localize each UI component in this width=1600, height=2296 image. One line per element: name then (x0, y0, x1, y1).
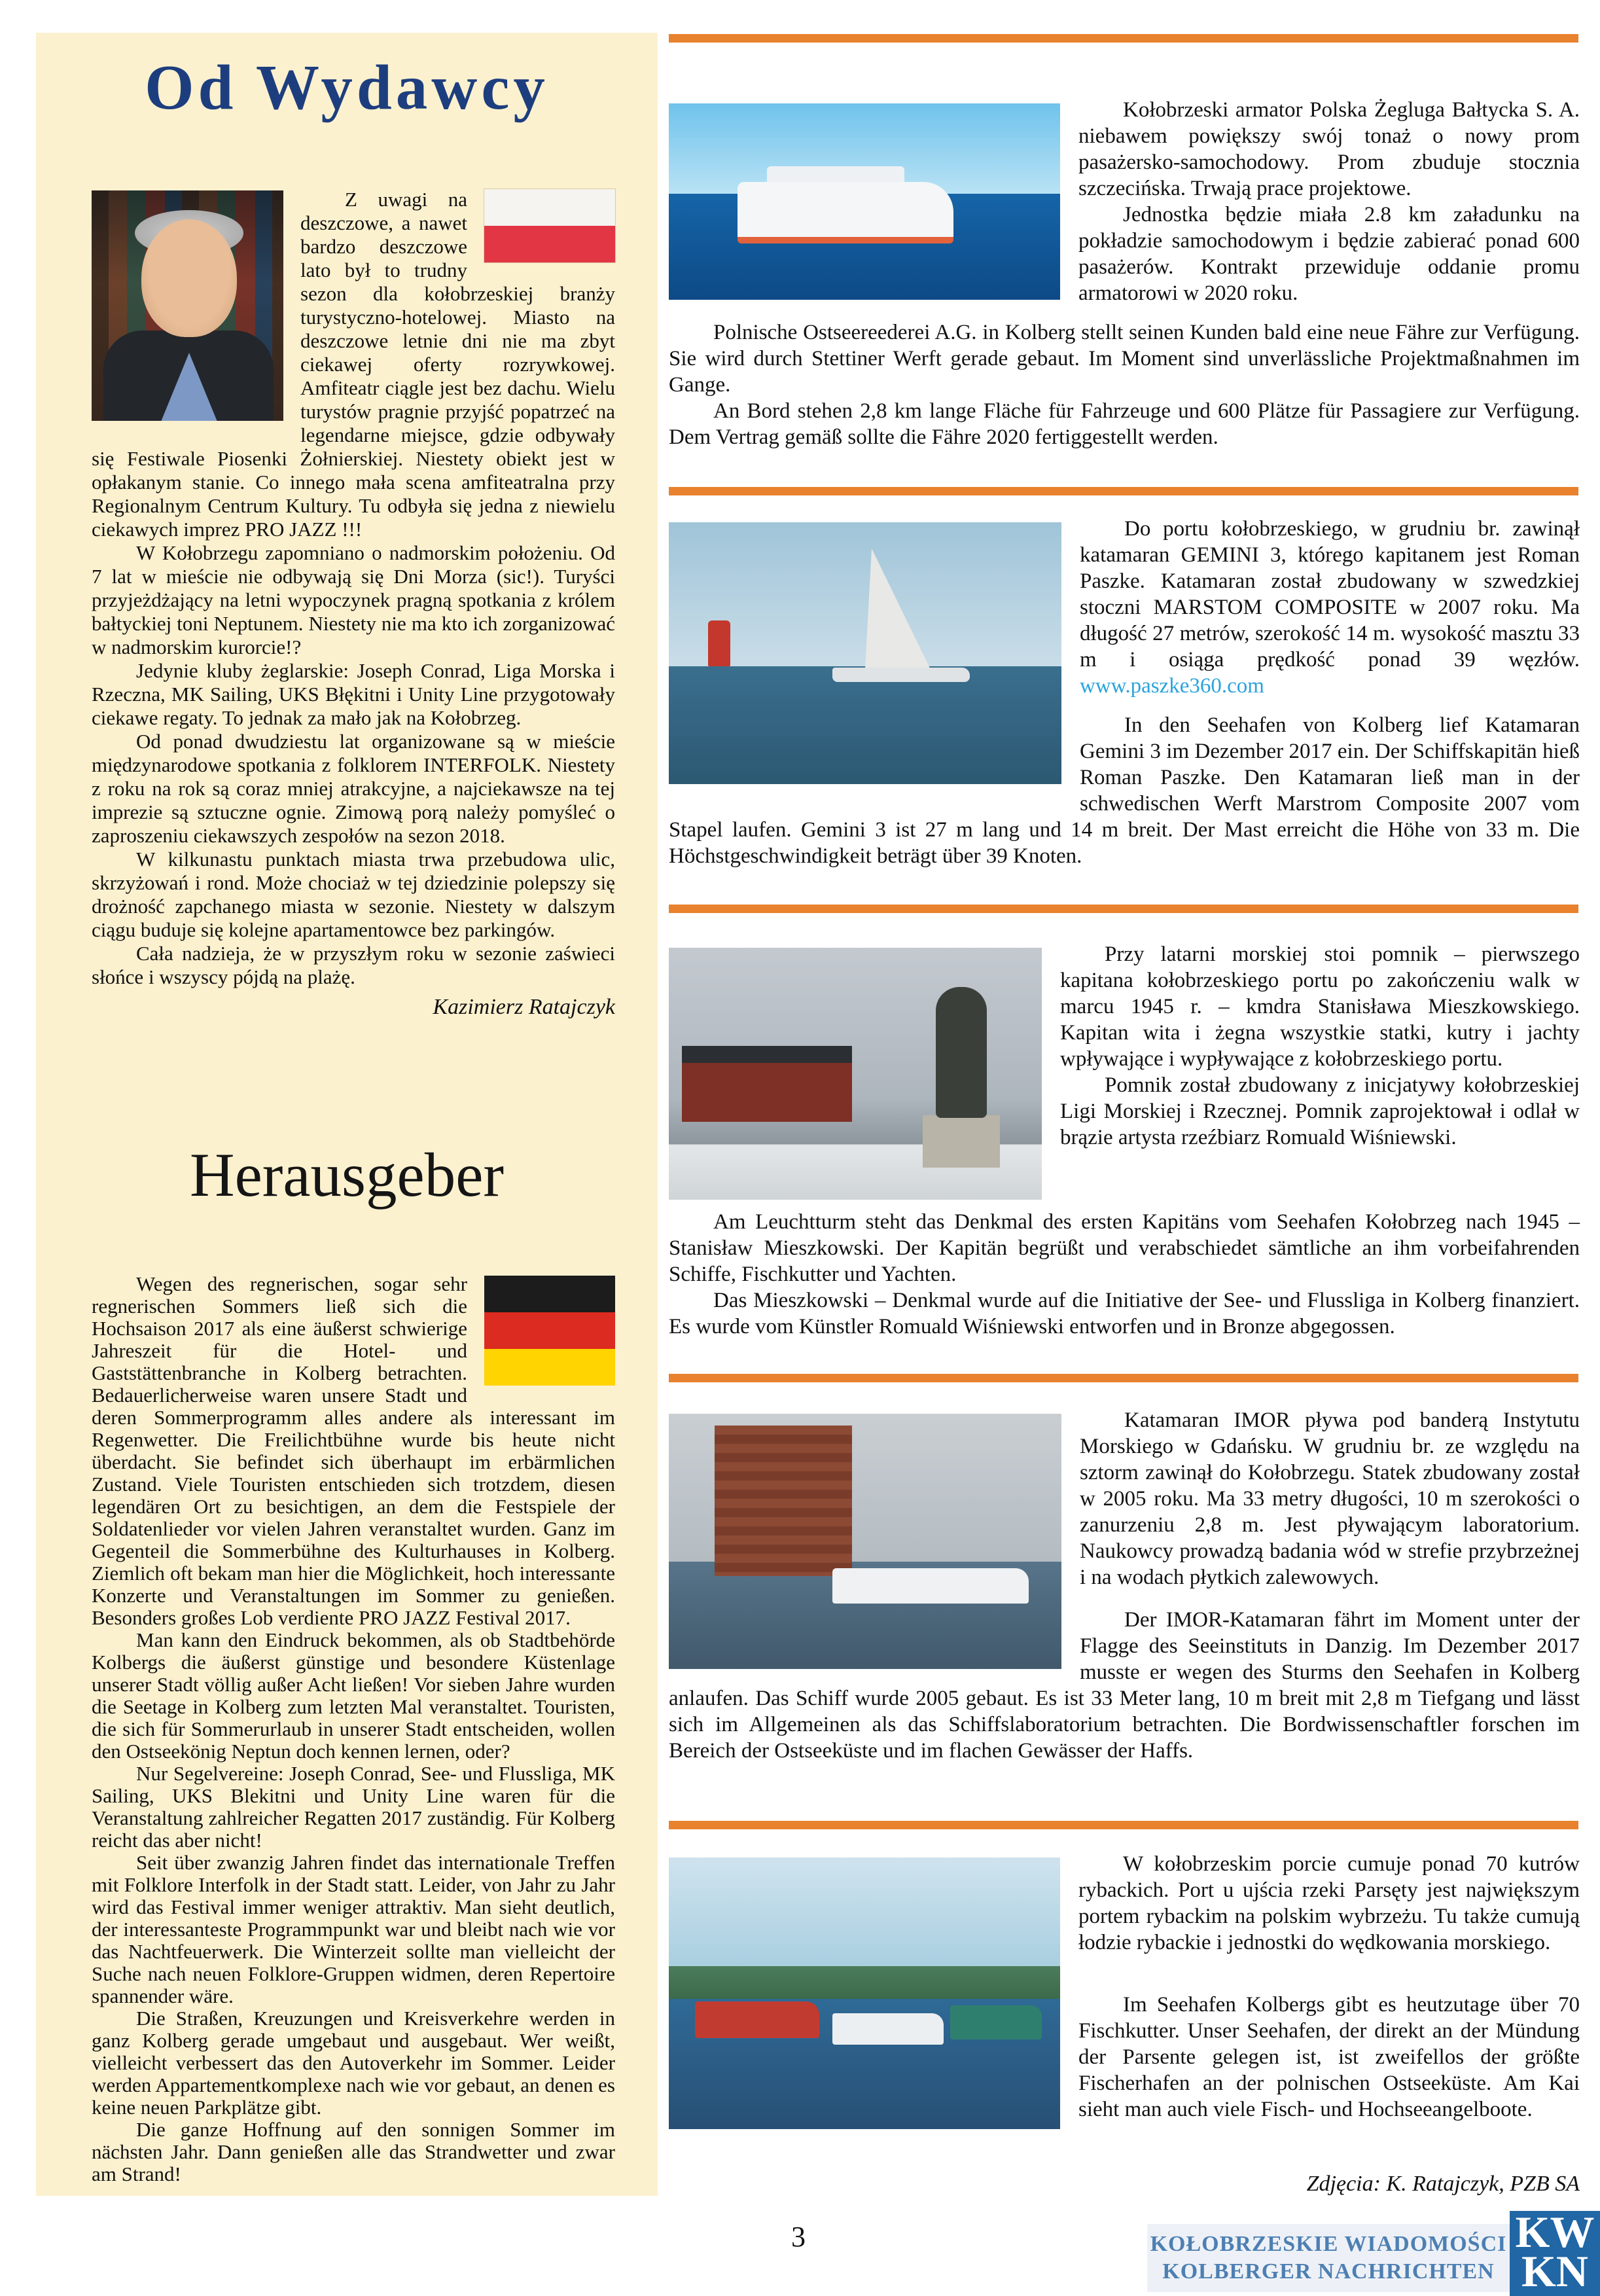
section-divider (669, 1821, 1578, 1829)
german-paragraph: Man kann den Eindruck bekommen, als ob Stadtbehörde Kolbergs die äußerst günstige und besondere Küstenlage unserer Stadt völlig außer Acht ließen! Vor sieben Jahre wurden die Seetage in Kolberg zum letzten Mal veranstaltet. Touristen, die sich für Sommerurlaub in unserer Stadt entscheiden, wollen den Ostseekönig Neptun doch kennen lernen, oder? (92, 1628, 615, 1763)
article-monument (669, 941, 1580, 1340)
ship-hull-shape (682, 1046, 852, 1122)
article-text-pl: Pomnik został zbudowany z inicjatywy kołobrzeskiej Ligi Morskiej i Rzecznej. Pomnik zaprojektował i odlał w brązie artysta rzeźbiarz Romuald Wiśniewski. (1060, 1073, 1580, 1149)
germany-flag (484, 1276, 615, 1386)
germany-flag-gold-stripe (484, 1349, 615, 1386)
white-boat-shape (832, 2013, 944, 2045)
catamaran-hull-shape (832, 668, 970, 682)
germany-flag-black-stripe (484, 1276, 615, 1312)
article-text-de: In den Seehafen von Kolberg lief Katamaran Gemini 3 im Dezember 2017 ein. Der Schiffskapitän hieß Roman Paszke. Den Katamaran ließ man in der schwedischen Werft Marstrom Composite 2007 vom Stapel laufen. Gemini 3 ist 27 m lang und 14 m breit. Der Mast erreicht die Höhe von 33 m. Die Höchstgeschwindigkeit beträgt über 39 Knoten. (669, 713, 1580, 868)
kwkn-logo-bottom-letters: KN (1521, 2246, 1588, 2296)
polish-paragraph: Jedynie kluby żeglarskie: Joseph Conrad, Liga Morska i Rzeczna, MK Sailing, UKS Błękitni i Unity Line przygotowały ciekawe regaty. To jednak za mało jak na Kołobrzeg. (92, 659, 615, 729)
article-text-pl: Kołobrzeski armator Polska Żegluga Bałtycka S. A. niebawem powiększy swój tonaż o nowy prom pasażersko-samochodowy. Prom zbuduje stocznia szczecińska. Trwają prace projektowe. (1078, 98, 1580, 200)
polish-paragraph: Cała nadzieja, że w przyszłym roku w sezonie zaświeci słońce i wszyscy pójdą na plażę. (92, 942, 615, 988)
polish-paragraph: W kilkunastu punktach miasta trwa przebudowa ulic, skrzyżowań i rond. Może chociaż w tej dziedzinie polepszy się drożność zapchanego miasta w sezonie. Niestety w dalszym ciągu buduje się kolejne apartamentowce bez parkingów. (92, 848, 615, 941)
article-ferry (669, 97, 1580, 450)
germany-flag-red-stripe (484, 1312, 615, 1349)
paszke360-link[interactable]: www.paszke360.com (1080, 674, 1264, 698)
article-text-pl: Przy latarni morskiej stoi pomnik – pierwszego kapitana kołobrzeskiego portu po zakończeniu walk w marcu 1945 r. – kmdra Stanisława Mieszkowskiego. Kapitan wita i żegna wszystkie statki, kutry i jachty wpływające i wypływające z kołobrzeskiego portu. (1060, 942, 1580, 1071)
red-boat-shape (695, 2001, 819, 2038)
imor-vessel-shape (832, 1568, 1029, 1604)
section-divider (669, 1374, 1578, 1382)
ferry-photo (669, 103, 1060, 300)
german-paragraph: Wegen des regnerischen, sogar sehr regnerischen Sommers ließ sich die Hochsaison 2017 als eine äußerst schwierige Jahreszeit für die Hotel- und Gaststättenbranche in Kolberg betrachten. Bedauerlicherweise waren unsere Stadt und deren Sommerprogramm alles andere als interessant im Regenwetter. Die Freilichtbühne wurde bis heute nicht überdacht. Sie befindet sich überhaupt im erbärmlichen Zustand. Viele Touristen entschieden sich trotzdem, diesen legendären Ort zu besichtigen, an dem die Festspiele der Soldatenlieder vor vielen Jahren veranstaltet wurden. Ganz im Gegenteil die Sommerbühne des Kulturhauses in Kolberg. Ziemlich oft bekam man hier die Möglichkeit, hoch interessante Konzerte und Veranstaltungen im Sommer zu genießen. Besonders großes Lob verdiente PRO JAZZ Festival 2017. (92, 1272, 615, 1629)
monument-photo (669, 948, 1042, 1200)
page-title-polish: Od Wydawcy (145, 52, 549, 122)
masthead-line-german: KOLBERGER NACHRICHTEN (1162, 2259, 1495, 2284)
brick-granary-shape (715, 1426, 852, 1576)
catamaran-imor-photo (669, 1414, 1061, 1669)
polish-paragraph: Z uwagi na deszczowe, a nawet bardzo deszczowe lato był to trudny sezon dla kołobrzeskiej branży turystyczno-hotelowej. Miasto na deszczowe letnie dni nie ma zbyt ciekawej oferty rozrywkowej. Amfiteatr ciągle jest bez dachu. Wielu turystów pragnie przyjść popatrzeć na legendarne miejsce, gdzie odbywały się Festiwale Piosenki Żołnierskiej. Niestety obiekt jest w opłakanym stanie. Co innego mała scena amfiteatralna przy Regionalnym Centrum Kultury. Tu odbyła się jedna z niewielu ciekawych imprez PRO JAZZ !!! (92, 188, 615, 541)
german-paragraph: Seit über zwanzig Jahren findet das internationale Treffen mit Folklore Interfolk in der Stadt statt. Leider, von Jahr zu Jahr wird das Festival immer weniger attraktiv. Man sieht deutlich, der interessanteste Programmpunkt war und bleibt nach wie vor das Nachtfeuerwerk. Die Winterzeit sollte man vielleicht der Suche nach neuen Folklore-Gruppen widmen, deren Repertoire spannender wäre. (92, 1851, 615, 2007)
ferry-hull-shape (738, 182, 953, 243)
green-boat-shape (950, 2005, 1042, 2039)
lighthouse-shape (708, 620, 730, 666)
german-paragraph: Nur Segelvereine: Joseph Conrad, See- und Flussliga, MK Sailing, UKS Blekitni und Unity Line waren für die Veranstaltung zahlreicher Regatten 2017 zuständig. Für Kolberg reicht das aber nicht! (92, 1762, 615, 1852)
article-text-de: Im Seehafen Kolbergs gibt es heutzutage über 70 Fischkutter. Unser Seehafen, der direkt an der Mündung der Parsente gelegen ist, ist zweifellos der größte Fischerhafen an der polnischen Ostseeküste. Am Kai sieht man auch viele Fisch- und Hochseeangelboote. (1078, 1993, 1580, 2121)
article-text-pl: Jednostka będzie miała 2.8 km załadunku na pokładzie samochodowym i będzie zabierać ponad 600 pasażerów. Kontrakt przewiduje oddanie promu armatorowi w 2020 roku. (1078, 203, 1580, 305)
portrait-face-shape (141, 219, 237, 337)
statue-shape (936, 987, 987, 1118)
fishing-port-photo (669, 1857, 1060, 2129)
article-text-pl: W kołobrzeskim porcie cumuje ponad 70 kutrów rybackich. Port u ujścia rzeki Parsęty jest największym portem rybackim na polskim wybrzeżu. Tu także cumują łodzie rybackie i jednostki do wędkowania morskiego. (1078, 1852, 1580, 1954)
editor-portrait-photo (92, 190, 283, 421)
article-text-de: Polnische Ostseereederei A.G. in Kolberg stellt seinen Kunden bald eine neue Fähre zur Verfügung. Sie wird durch Stettiner Werft gerade gebaut. Im Moment sind unverlässliche Projektmaßnahmen im Gange. (669, 321, 1580, 397)
article-text-pl-span: Do portu kołobrzeskiego, w grudniu br. zawinął katamaran GEMINI 3, którego kapitanem jest Roman Paszke. Katamaran został zbudowany w szwedzkiej stoczni MARSTOM COMPOSITE w 2007 roku. Ma długość 27 metrów, szerokość 14 m. wysokość masztu 33 m i osiąga prędkość ponad 39 węzłów. (1080, 517, 1580, 672)
section-divider (669, 905, 1578, 913)
article-text-de: Das Mieszkowski – Denkmal wurde auf die Initiative der See- und Flussliga in Kolberg finanziert. Es wurde vom Künstler Romuald Wiśniewski entworfen und in Bronze abgegossen. (669, 1289, 1580, 1338)
catamaran-gemini-photo (669, 522, 1061, 784)
kwkn-logo-top-letters: KW (1515, 2207, 1595, 2257)
german-paragraph: Die Straßen, Kreuzungen und Kreisverkehre werden in ganz Kolberg gerade umgebaut und ausgebaut. Wer weißt, vielleicht verbessert das den Autoverkehr im Sommer. Leider werden Appartementkomplexe nach wie vor gebaut, an denen es keine neuen Parkplätze gibt. (92, 2007, 615, 2119)
editorial-panel (36, 33, 658, 2196)
monument-plinth-shape (923, 1115, 1000, 1168)
article-gemini (669, 516, 1580, 869)
sail-shape (865, 548, 931, 670)
photo-credit-caption: Zdjęcia: K. Ratajczyk, PZB SA (1306, 2172, 1580, 2196)
poland-flag-white-stripe (484, 189, 615, 226)
top-divider (669, 34, 1578, 43)
polish-paragraph: W Kołobrzegu zapomniano o nadmorskim położeniu. Od 7 lat w mieście nie odbywają się Dni Morza (sic!). Turyści przyjeżdżający na letni wypoczynek pragną spotkania z królem bałtyckiej toni Neptunem. Niestety nie ma kto ich zorganizować w nadmorskim kurorcie!? (92, 541, 615, 658)
article-text-de: Der IMOR-Katamaran fährt im Moment unter der Flagge des Seeinstituts in Danzig. Im Dezember 2017 musste er wegen des Sturms den Seehafen in Kolberg anlaufen. Das Schiff wurde 2005 gebaut. Es ist 33 Meter lang, 10 m breit mit 2,8 m Tiefgang und lässt sich im Allgemeinen als das Schiffslaboratorium betrachten. Die Bordwissenschaftler forschen im Bereich der Ostseeküste und im flachen Gewässer der Haffs. (669, 1608, 1580, 1763)
editorial-german-block (92, 1273, 615, 2185)
editorial-polish-block (92, 188, 615, 1019)
article-text-de: Am Leuchtturm steht das Denkmal des ersten Kapitäns vom Seehafen Kołobrzeg nach 1945 – Stanisław Mieszkowski. Der Kapitän begrüßt und verabschiedet sämtliche an ihm vorbeifahrenden Schiffe, Fischkutter und Yachten. (669, 1210, 1580, 1286)
page-title-german: Herausgeber (189, 1140, 504, 1210)
newsletter-masthead (1147, 2224, 1510, 2292)
article-fishing-port (669, 1851, 1580, 2138)
kwkn-logo (1510, 2207, 1600, 2296)
section-divider (669, 487, 1578, 495)
german-paragraph: Die ganze Hoffnung auf den sonnigen Sommer im nächsten Jahr. Dann genießen alle das Strandwetter und zwar am Strand! (92, 2118, 615, 2185)
article-imor (669, 1407, 1580, 1764)
poland-flag-red-stripe (484, 226, 615, 262)
page-number: 3 (791, 2221, 806, 2253)
article-text-pl: Katamaran IMOR pływa pod banderą Instytutu Morskiego w Gdańsku. W grudniu br. ze względu na sztorm zawinął do Kołobrzegu. Statek zbudowany został w 2005 roku. Ma 33 metry długości, 10 m szerokości o zanurzeniu 2,8 m. Jest pływającym laboratorium. Naukowcy prowadzą badania wód w strefie przybrzeżnej i na wodach płytkich zalewowych. (1080, 1408, 1580, 1589)
polish-paragraph: Od ponad dwudziestu lat organizowane są w mieście międzynarodowe spotkania z folklorem INTERFOLK. Niestety z roku na rok są coraz mniej atrakcyjne, a najciekawsze na tej imprezie są sztuczne ognie. Zimową porą należy pomyśleć o zaproszeniu ciekawszych zespołów na sezon 2018. (92, 730, 615, 847)
poland-flag (484, 189, 615, 262)
masthead-line-polish: KOŁOBRZESKIE WIADOMOŚCI (1150, 2232, 1507, 2256)
editor-signature: Kazimierz Ratajczyk (433, 995, 615, 1019)
article-text-de: An Bord stehen 2,8 km lange Fläche für Fahrzeuge und 600 Plätze für Passagiere zur Verfügung. Dem Vertrag gemäß sollte die Fähre 2020 fertiggestellt werden. (669, 399, 1580, 449)
